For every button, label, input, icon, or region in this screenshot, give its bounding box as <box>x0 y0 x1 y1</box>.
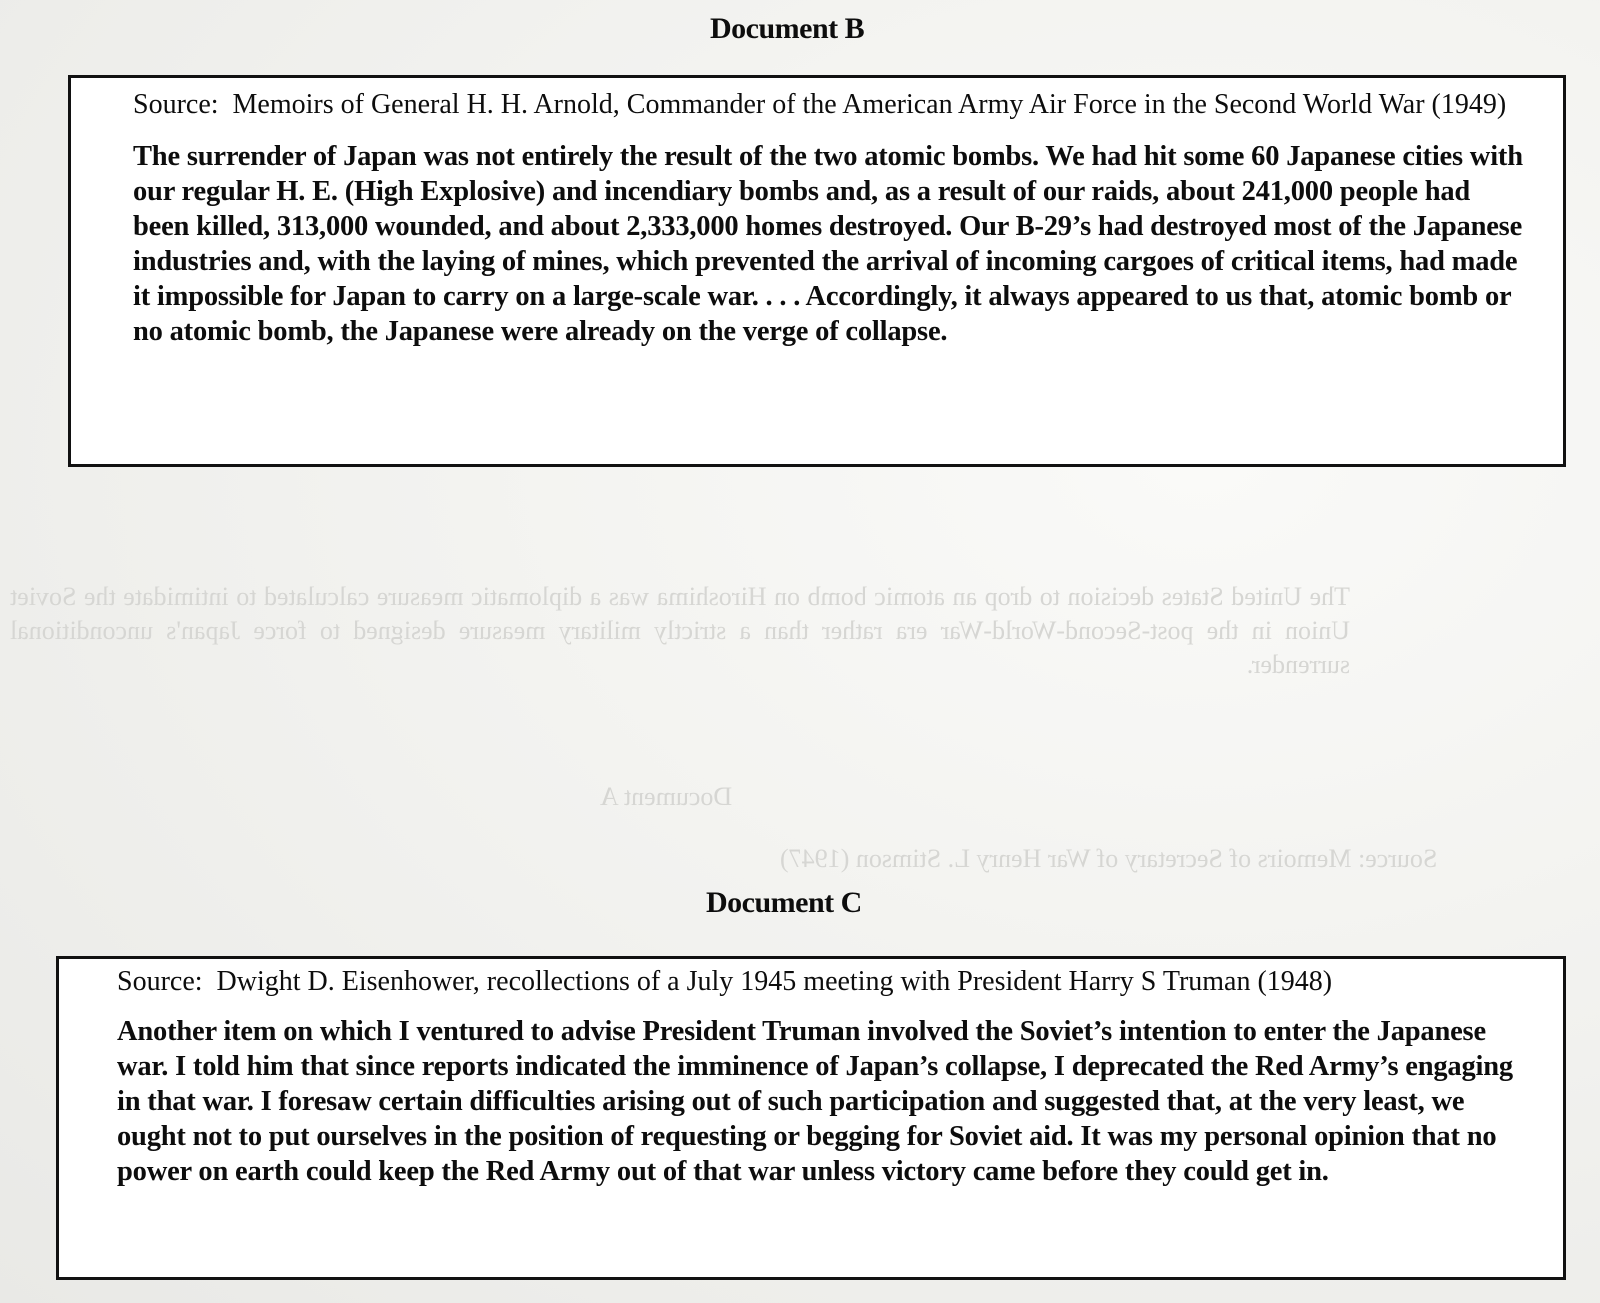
document-c-heading: Document C <box>706 886 862 919</box>
document-c-box <box>56 956 1566 1280</box>
document-c-source-label: Source: <box>117 966 203 997</box>
bleed-through-doc-a-heading: Document A <box>600 782 733 811</box>
document-b-source-label: Source: <box>133 89 219 120</box>
document-c-source-text: Dwight D. Eisenhower, recollections of a July 1945 meeting with President Harry S Truman (1948) <box>216 966 1333 997</box>
document-b-box <box>68 75 1566 467</box>
document-b-body: The surrender of Japan was not entirely the result of the two atomic bombs. We had hit some 60 Japanese cities with our regular H. E. (High Explosive) and incendiary bombs and, as a result of our raids, about 241,000 people had been killed, 313,000 wounded, and about 2,333,000 homes destroyed. Our B-29’s had destroyed most of the Japanese industries and, with the laying of mines, which prevented the arrival of incoming cargoes of critical items, had made it impossible for Japan to carry on a large-scale war. . . . Accordingly, it always appeared to us that, atomic bomb or no atomic bomb, the Japanese were already on the verge of collapse. <box>133 141 1523 347</box>
document-b-heading: Document B <box>710 12 865 45</box>
document-b-source-text: Memoirs of General H. H. Arnold, Commander of the American Army Air Force in the Second World War (1949) <box>232 89 1507 120</box>
bleed-through-question: The United States decision to drop an atomic bomb on Hiroshima was a diplomatic measure calculated to intimidate the Soviet Union in the post-Second-World-War era rather than a strictly military measure designed to force Japan's unconditional surrender. <box>10 582 1350 679</box>
document-c-body: Another item on which I ventured to advise President Truman involved the Soviet’s intention to enter the Japanese war. I told him that since reports indicated the imminence of Japan’s collapse, I deprecated the Red Army’s engaging in that war. I foresaw certain difficulties arising out of such participation and suggested that, at the very least, we ought not to put ourselves in the position of requesting or begging for Soviet aid. It was my personal opinion that no power on earth could keep the Red Army out of that war unless victory came before they could get in. <box>117 1016 1513 1187</box>
document-c-source <box>117 965 1523 998</box>
document-b-source <box>133 88 1523 121</box>
bleed-through-doc-a-source: Source: Memoirs of Secretary of War Henry L. Stimson (1947) <box>780 844 1438 873</box>
